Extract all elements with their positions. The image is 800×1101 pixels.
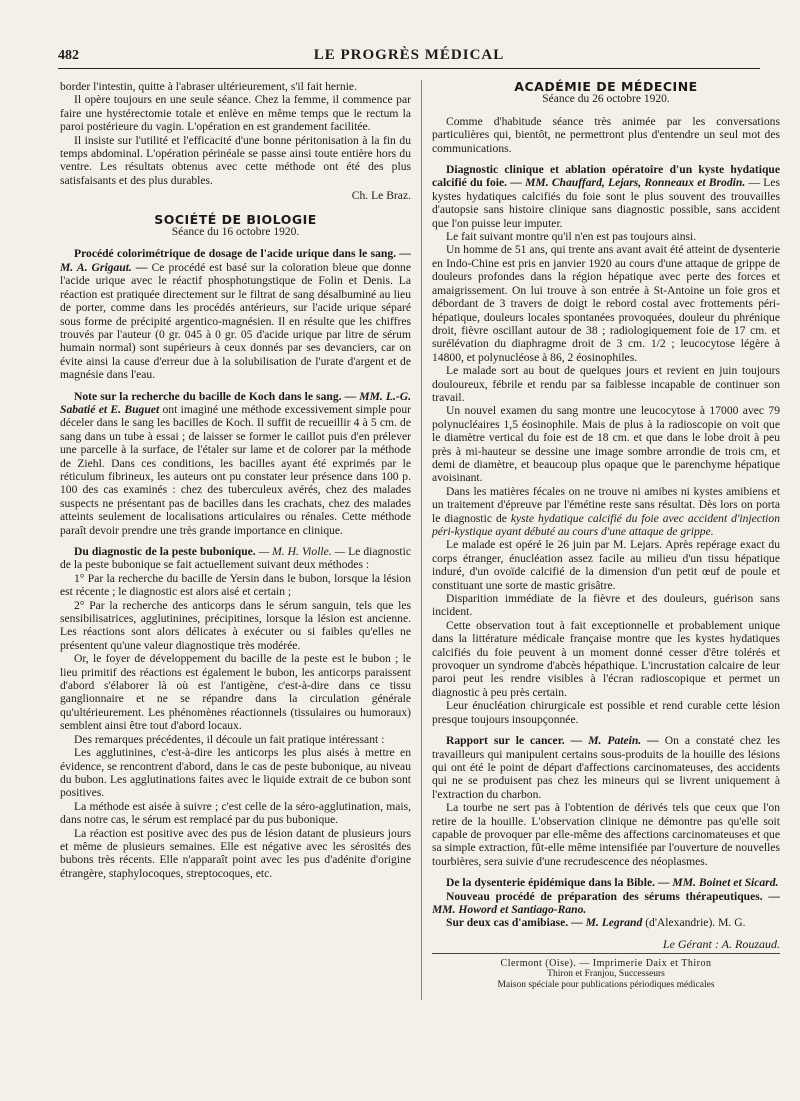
article [60,390,411,537]
section-date: Séance du 26 octobre 1920. [542,93,670,106]
article-text: On a constaté chez les travailleurs qui manipulent certains sous-produits de la houille des lésions qui ont été le point de départ d'affections carcinomateuses, des accidents qui ne se produisent pas chez les mineurs qui se livrent uniquement à l'extraction du charbon. [432,734,780,801]
paragraph: Les agglutinines, c'est-à-dire les anticorps les plus aisés à mettre en évidence, se rencontrent d'abord, dans le cas de peste bubonique, au niveau du bubon. Les agglutinations faites avec le liquide extrait de ce bubon sont positives. [60,746,411,800]
article-author: — M. Patein. — [570,734,659,748]
article-author: — MM. Chauffard, Lejars, Ronneaux et Brodin. [510,176,746,190]
article-author: — M. A. Grigaut. — [60,247,411,274]
article-title: Procédé colorimétrique de dosage de l'acide urique dans le sang. [74,247,397,261]
article-title: Du diagnostic de la peste bubonique. [74,545,256,558]
article [432,163,780,230]
paragraph: Disparition immédiate de la fièvre et des douleurs, guérison sans incident. [432,592,780,619]
article-text: ont imaginé une méthode excessivement simple pour déceler dans le sang les bacilles de Koch. Il suffit de recueillir 4 à 5 cm. de sang dans un tube à essai ; de laisser se former le caillot puis d'en prélever une parcelle à la surface, de l'étaler sur lame et de colorer par la méthode de Ziehl. Dans ces conditions, les bacilles ayant été exprimés par le réticulum fibrineux, les auteurs ont pu constater leur présence dans 100 p. 100 des cas examinés : chez des tuberculeux avérés, chez des malades suspects ne présentant pas de bacilles dans les crachats, chez des malades atteints seulement de localisations articulaires ou rénales. Cette méthode paraît devoir prendre une très grande importance en clinique. [60,402,411,537]
paragraph: Un nouvel examen du sang montre une leucocytose à 17000 avec 79 polynucléaires 1,5 éosinophile. Mais de plus à la radioscopie on voit que le diamètre vertical du foie est de 18 cm. et que dans le lobe droit à peu près à mi-hauteur se dessine une image sombre arrondie de trois cm, et demi de diamètre, et beaucoup plus opaque que le parenchyme hépatique avoisinant. [432,404,780,485]
article-text: — Les kystes hydatiques calcifiés du foie sont le plus souvent des trouvailles d'autopsie sans histoire clinique sans diagnostic possible, sans accident que l'on puisse leur imputer. [432,176,781,230]
paragraph: Le fait suivant montre qu'il n'en est pas toujours ainsi. [446,230,697,244]
left-column [60,80,411,880]
paragraph: Le malade sort au bout de quelques jours et revient en juin toujours douloureux, fébrile et rendu par sa faiblesse incapable de continuer son travail. [432,364,780,404]
paragraph: Le malade est opéré le 26 juin par M. Lejars. Après repérage exact du corps étranger, énucléation assez facile au milieu d'un tissu hépatique induré, d'un ovoïde calcifié de la dimension d'un petit œuf de poule et constituant une sorte de mastic grisâtre. [432,538,780,592]
section-title: ACADÉMIE DE MÉDECINE [514,79,698,94]
section-date: Séance du 16 octobre 1920. [171,226,300,239]
article-author: — MM. L.-G. Sabatié et E. Buguet [60,389,411,416]
article-title: Note sur la recherche du bacille de Koch dans le sang. [74,389,342,403]
paragraph: border l'intestin, quitte à l'abraser ultérieurement, s'il fait hernie. [60,80,357,93]
journal-title: LE PROGRÈS MÉDICAL [313,47,505,63]
paragraph: Comme d'habitude séance très animée par les conversations particulières qui, bientôt, ne permettront plus d'entendre un seul mot des communications. [432,114,780,155]
imprint-line: Maison spéciale pour publications périodiques médicales [497,980,715,991]
article-text: Ce procédé est basé sur la coloration bleue que donne l'acide urique avec le réactif phosphotungstique de Folin et Denis. La réaction est pratiquée directement sur le filtrat de sang désalbuminé au lieu de porter, comme dans les procédés antérieurs, sur l'acide urique séparé sous forme de précipité argentico-magnésien. Il en résulte que les chiffres trouvés par l'auteur (0 gr. 045 à 0 gr. 05 d'acide urique par litre de sérum humain normal) sont supérieurs à ceux donnés par ses devanciers, car on évite ainsi la cause d'erreur due à la solubilisation de l'urate d'argent et de magnésie dans l'eau. [60,260,411,382]
article-text: (d'Alexandrie). M. G. [645,916,746,930]
right-column [432,80,780,991]
paragraph: Un homme de 51 ans, qui trente ans avant avait été atteint de dysenterie en Indo-Chine est pris en janvier 1920 au cours d'une attaque de grippe de douleurs profondes dans la région hépatique avec perte des forces et amaigrissement. On lui trouve à son entrée à St-Antoine un foie gros et débordant de 3 travers de doigt le rebord costal avec frottements péri-hépatique, douleurs locales spontanées provoquées, douleur du phrénique droit, fièvre oscillant autour de 38 ; radiologiquement foie de 17 cm. et surélévation du diaphragme droit de 3 cm. 1/2 ; leucocytose légère à 14800, et polynucléose à 86, 2 éosinophiles. [432,243,780,364]
diagnosis-text: kyste hydatique calcifié du foie avec accident d'injection péri-kystique ayant débuté au cours d'une attaque de grippe. [432,511,780,538]
column-divider [421,80,422,1000]
paragraph: La tourbe ne sert pas à l'obtention de dérivés tels que ceux que l'on retire de la houille. L'observation clinique ne démontre pas qu'elle soit capable de provoquer par elle-même des affections carcinomateuses et que sa simple extraction, fût-elle même intensifiée par l'ouverture de nouvelles tourbières, sera suivie d'une recrudescence des néoplasmes. [432,801,780,868]
paragraph: Il insiste sur l'utilité et l'efficacité d'une bonne péritonisation à la fin du temps abdominal. L'opération périnéale se passe ainsi toute entière hors du ventre. Les résultats obtenus avec cette méthode ont été des plus satisfaisants et des plus durables. [60,133,411,187]
article-author: — M. H. Violle. — [258,545,346,558]
paragraph: La méthode est aisée à suivre ; c'est celle de la séro-agglutination, mais, dans notre cas, le sérum est remplacé par du pus bubonique. [60,799,411,827]
article-author: — MM. Boinet et Sicard. [657,876,779,890]
paragraph-text: Dans les matières fécales on ne trouve ni amibes ni kystes amibiens et un traitement d'épreuve par l'émétine reste sans résultat. Dès lors on porta le diagnostic de [432,484,780,525]
paragraph: Leur énucléation chirurgicale est possible et rend curable cette lésion presque toujours insoupçonnée. [432,699,780,726]
article [432,890,780,917]
paragraph: 1° Par la recherche du bacille de Yersin dans le bubon, lorsque la lésion est récente ; le diagnostic est alors aisé et certain ; [60,571,411,599]
article-author: — M. Legrand [571,916,643,930]
paragraph: Des remarques précédentes, il découle un fait pratique intéressant : [74,732,385,746]
page-header [58,46,760,69]
section-title: SOCIÉTÉ DE BIOLOGIE [154,211,317,227]
article-title: Nouveau procédé de préparation des sérums thérapeutiques. [446,889,763,903]
printer-imprint [432,958,780,991]
article [60,545,411,572]
article-title: De la dysenterie épidémique dans la Bible. [446,876,656,890]
article [432,916,780,929]
paragraph: 2° Par la recherche des anticorps dans le sérum sanguin, tels que les sensibilisatrices, agglutinines, précipitines, lorsque la lésion est ancienne. Les réactions sont alors délicates à exécuter ou si faibles qu'elles ne présentent qu'une valeur diagnostique très modérée. [60,598,411,652]
article-author: — MM. Howord et Santiago-Rano. [432,889,781,916]
article-title: Sur deux cas d'amibiase. [446,916,569,930]
article [60,247,411,381]
paragraph: Il opère toujours en une seule séance. Chez la femme, il commence par faire une hystérectomie totale et enlève en même temps que le rectum la paroi postérieure du vagin. L'opération en est grandement facilitée. [60,93,411,134]
article-title: Rapport sur le cancer. [446,734,565,748]
article-text: Le diagnostic de la peste bubonique se fait actuellement suivant deux méthodes : [60,545,411,572]
paragraph: Cette observation tout à fait exceptionnelle et probablement unique dans la littérature médicale française montre que les kystes hydatiques calcifiés du foie peuvent à un moment donné cesser d'être tolérés et provoquer un syndrome d'abcès hépathique. L'incrustation calcaire de leur paroi peut les rendre visibles à l'écran radioscopique et permet un diagnostic à peu près certain. [432,618,780,699]
paragraph [432,485,780,539]
paragraph: Or, le foyer de développement du bacille de la peste est le bubon ; le lieu primitif des réactions est également le bubon, les anticorps paraissent d'abord s'élaborer là où est l'antigène, c'est-à-dire dans ce tissu ganglionnaire et ne se répandre dans la circulation générale qu'ultérieurement. Les phénomènes réactionnels (tissulaires ou humoraux) semblent ainsi être tout d'abord locaux. [60,652,411,733]
imprint-line: Clermont (Oise). — Imprimerie Daix et Thiron [500,958,712,970]
page-number: 482 [58,48,79,63]
signature: Ch. Le Braz. [351,189,411,203]
article-title: Diagnostic clinique et ablation opératoire d'un kyste hydatique calcifié du foie. [432,163,780,190]
paragraph: La réaction est positive avec des pus de lésion datant de plusieurs jours et même de plusieurs semaines. Elle est négative avec les sérosités des bubons très récents. Elle n'apparaît point avec les pus d'adénite d'origine étrangère, staphylocoques, streptocoques, etc. [60,826,411,880]
publisher-manager: Le Gérant : A. Rouzaud. [432,938,780,954]
article [432,876,780,889]
imprint-line: Thiron et Franjou, Successeurs [547,969,665,980]
article [432,734,780,801]
